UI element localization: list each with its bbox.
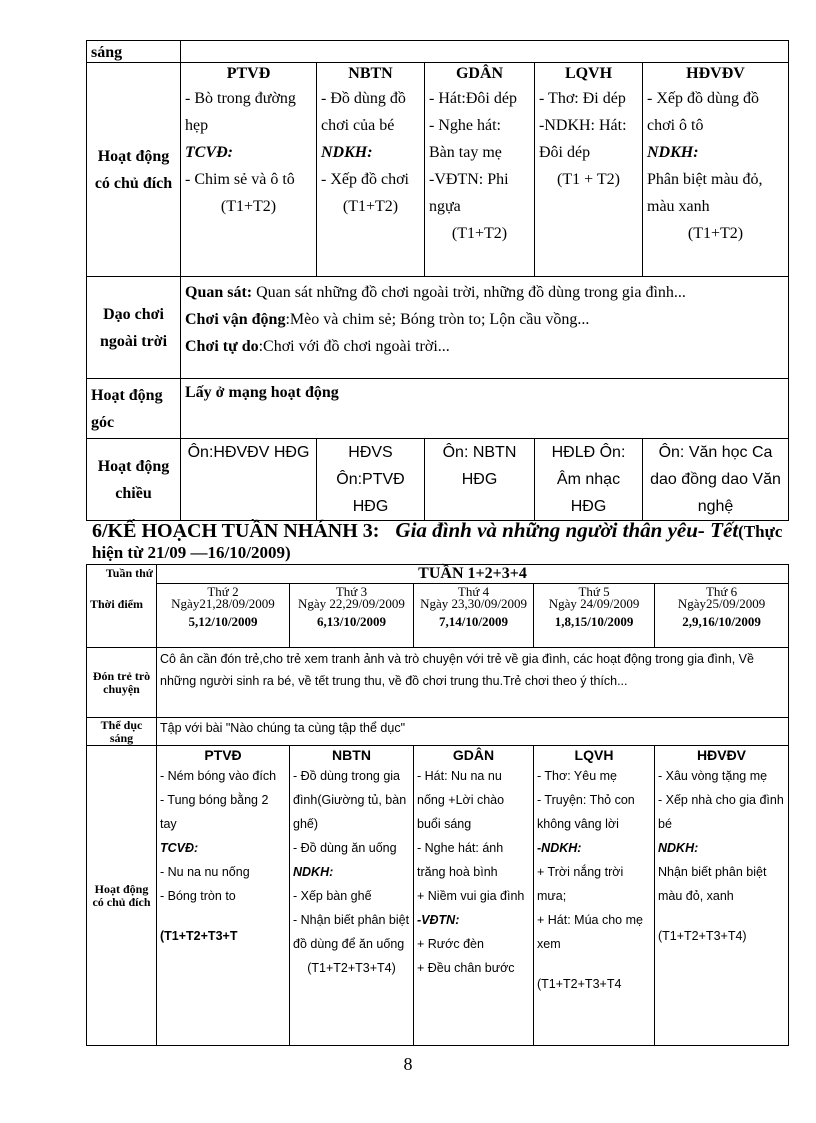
activity-line: (T1+T2+T3+T [160,929,238,943]
row-head-exercise: Thể dục sáng [87,718,157,746]
heading-dates: (Thực hiện từ 21/09 —16/10/2009) [92,522,783,562]
day-date: Ngày25/09/2009 [677,596,766,611]
afternoon-cell-5: Ôn: Văn học Ca dao đồng dao Văn nghệ [643,439,789,521]
day-date: Ngày21,28/09/2009 [171,596,275,611]
activity-line: -VĐTN: [417,913,460,927]
day-header [654,584,788,647]
activity-title: LQVH [564,65,613,82]
afternoon-cell-4: HĐLĐ Ôn: Âm nhạc HĐG [535,439,643,521]
row-head-morning-exercise: sáng [87,41,181,63]
afternoon-cell-3: Ôn: NBTN HĐG [425,439,535,521]
activity-cell-4 [535,63,643,277]
weeks-header-cell [157,565,789,648]
activity-line: - Xếp nhà cho gia đình bé [658,793,784,831]
row-head-outdoor: Dạo chơi ngoài trời [87,277,181,379]
day-name: Thứ 3 [335,584,368,599]
row-reception [87,648,789,718]
row-corner-activity [87,379,789,439]
row-afternoon [87,439,789,521]
activity-line: + Đều chân bước [417,961,515,975]
activity-line: (T1+T2) [220,198,277,215]
corner-time-label: Thời điểm [90,597,143,611]
day-header [157,584,289,647]
activity-line: (T1+T2+T3+T4) [307,961,396,975]
afternoon-cell-2: HĐVS Ôn:PTVĐ HĐG [317,439,425,521]
corner-activity-text: Lấy ở mạng hoạt động [181,379,789,439]
day-date2: 6,13/10/2009 [316,614,386,629]
activity-line: NDKH: [293,865,334,879]
weeks-activity-cell-3 [414,746,534,1046]
corner-cell [87,565,157,648]
activity-line: (T1+T2) [687,225,744,242]
heading-number: 6/KẾ HOẠCH TUẦN NHÁNH 3: [92,520,380,542]
activity-line: - Thơ: Đi dép [539,90,626,107]
day-date: Ngày 22,29/09/2009 [298,596,405,611]
activity-line: (T1+T2+T3+T4 [537,977,622,991]
activity-line: - Ném bóng vào đích [160,769,277,783]
day-header [533,584,654,647]
activity-line: TCVĐ: [185,144,233,161]
activity-line: Nhận biết phân biệt màu đỏ, xanh [658,865,767,903]
day-name: Thứ 4 [457,584,490,599]
weeks-title: TUẦN 1+2+3+4 [157,565,788,584]
row-head-activity-weeks: Hoạt động có chủ đích [87,746,157,1046]
corner-week-label: Tuần thứ [105,566,153,580]
heading-theme: Gia đình và những người thân yêu- Tết [395,518,739,542]
activity-title: HĐVĐV [686,65,745,82]
day-name: Thứ 5 [578,584,610,599]
activity-line: - Xếp bàn ghế [293,889,372,903]
activity-line: - Xếp đồ chơi [321,171,409,188]
outdoor-line-1 [185,279,784,306]
weeks-activity-cell-2 [290,746,414,1046]
activity-line: - Đồ dùng ăn uống [293,841,397,855]
activity-line: - Nhận biết phân biệt đồ dùng để ăn uống [293,913,410,951]
day-header [413,584,533,647]
activity-line: (T1+T2) [342,198,399,215]
schedule-table-top [86,40,789,521]
activity-cell-3 [425,63,535,277]
activity-line: -NDKH: Hát: Đôi dép [539,117,627,161]
activity-line: - Xếp đồ dùng đồ chơi ô tô [647,90,759,134]
activity-line: -VĐTN: Phi ngựa [429,171,509,215]
activity-cell-2 [317,63,425,277]
outdoor-line-2 [185,306,784,333]
row-head-reception: Đón trẻ trò chuyện [87,648,157,718]
row-header [87,565,789,648]
outdoor-cell [181,277,789,379]
activity-line: - Hát:Đôi dép [429,90,517,107]
weeks-activity-cell-5 [655,746,789,1046]
activity-line: - Xâu vòng tặng mẹ [658,769,768,783]
activity-line: NDKH: [658,841,699,855]
activity-line: + Trời nắng trời mưa; [537,865,624,903]
outdoor-line-3 [185,333,784,360]
cell-morning-exercise [181,41,789,63]
day-name: Thứ 6 [705,584,738,599]
activity-line: - Bóng tròn to [160,889,236,903]
weeks-activity-cell-4 [534,746,655,1046]
activity-line: - Truyện: Thỏ con không vâng lời [537,793,635,831]
activity-title: GDÂN [455,65,504,82]
exercise-text: Tập với bài "Nào chúng ta cùng tập thể dục" [157,718,789,746]
row-activity-weeks [87,746,789,1046]
row-activity [87,63,789,277]
section-heading [92,518,816,563]
outdoor-label-3: Chơi tự do [185,338,259,355]
page-number: 8 [403,1054,413,1074]
schedule-table-weeks [86,564,789,1046]
day-date: Ngày 24/09/2009 [548,596,640,611]
activity-line: Phân biệt màu đỏ, màu xanh [647,171,763,215]
outdoor-text-3: :Chơi với đồ chơi ngoài trời... [258,338,450,355]
activity-cell-5 [643,63,789,277]
activity-line: -NDKH: [537,841,582,855]
activity-title: GDÂN [452,747,495,763]
activity-line: + Rước đèn [417,937,484,951]
activity-line: + Hát: Múa cho mẹ xem [537,913,643,951]
row-head-corner: Hoạt động góc [87,379,181,439]
activity-cell-1 [181,63,317,277]
day-name: Thứ 2 [207,584,239,599]
activity-line: + Niềm vui gia đình [417,889,525,903]
activity-line: (T1 + T2) [557,171,620,188]
row-exercise [87,718,789,746]
afternoon-cell-1: Ôn:HĐVĐV HĐG [181,439,317,521]
activity-title: NBTN [332,747,371,763]
day-date2: 7,14/10/2009 [439,614,508,629]
day-date2: 1,8,15/10/2009 [554,614,634,629]
activity-line: - Hát: Nu na nu nống +Lời chào buổi sáng [417,769,505,831]
outdoor-text-2: :Mèo và chim sẻ; Bóng tròn to; Lộn cầu vồng... [285,311,590,328]
activity-title: PTVĐ [226,65,271,82]
reception-text: Cô ân cần đón trẻ,cho trẻ xem tranh ảnh và trò chuyện với trẻ về gia đình, các hoạt động trong gia đình, Về những người sinh ra bé, về tết trung thu, về đồ chơi trung thu.Trẻ chơi theo ý thích... [157,648,789,718]
activity-line: TCVĐ: [160,841,199,855]
activity-line: - Nghe hát: Bàn tay mẹ [429,117,502,161]
activity-line: - Đồ dùng trong gia đình(Giường tủ, bàn ghế) [293,769,407,831]
activity-line: NDKH: [647,144,699,161]
day-date2: 5,12/10/2009 [188,614,258,629]
activity-line: (T1+T2+T3+T4) [658,929,747,943]
activity-line: - Đồ dùng đồ chơi của bé [321,90,406,134]
activity-title: LQVH [574,747,614,763]
activity-line: - Thơ: Yêu mẹ [537,769,617,783]
activity-line: - Tung bóng bằng 2 tay [160,793,269,831]
outdoor-label-1: Quan sát: [185,284,253,301]
activity-title: NBTN [348,65,393,82]
activity-line: - Nghe hát: ánh trăng hoà bình [417,841,504,879]
row-head-afternoon: Hoạt động chiều [87,439,181,521]
day-date: Ngày 23,30/09/2009 [420,596,527,611]
days-row [157,584,788,647]
row-outdoor [87,277,789,379]
row-head-activity: Hoạt động có chủ đích [87,63,181,277]
activity-title: HĐVĐV [697,747,747,763]
activity-title: PTVĐ [204,747,242,763]
activity-line: NDKH: [321,144,373,161]
activity-line: - Chim sẻ và ô tô [185,171,295,188]
day-date2: 2,9,16/10/2009 [682,614,761,629]
activity-line: - Nu na nu nống [160,865,250,879]
outdoor-text-1: Quan sát những đồ chơi ngoài trời, những đồ dùng trong gia đình... [252,284,686,301]
weeks-activity-cell-1 [157,746,290,1046]
activity-line: (T1+T2) [451,225,508,242]
outdoor-label-2: Chơi vận động [185,311,286,328]
day-header [289,584,413,647]
activity-line: - Bò trong đường hẹp [185,90,296,134]
